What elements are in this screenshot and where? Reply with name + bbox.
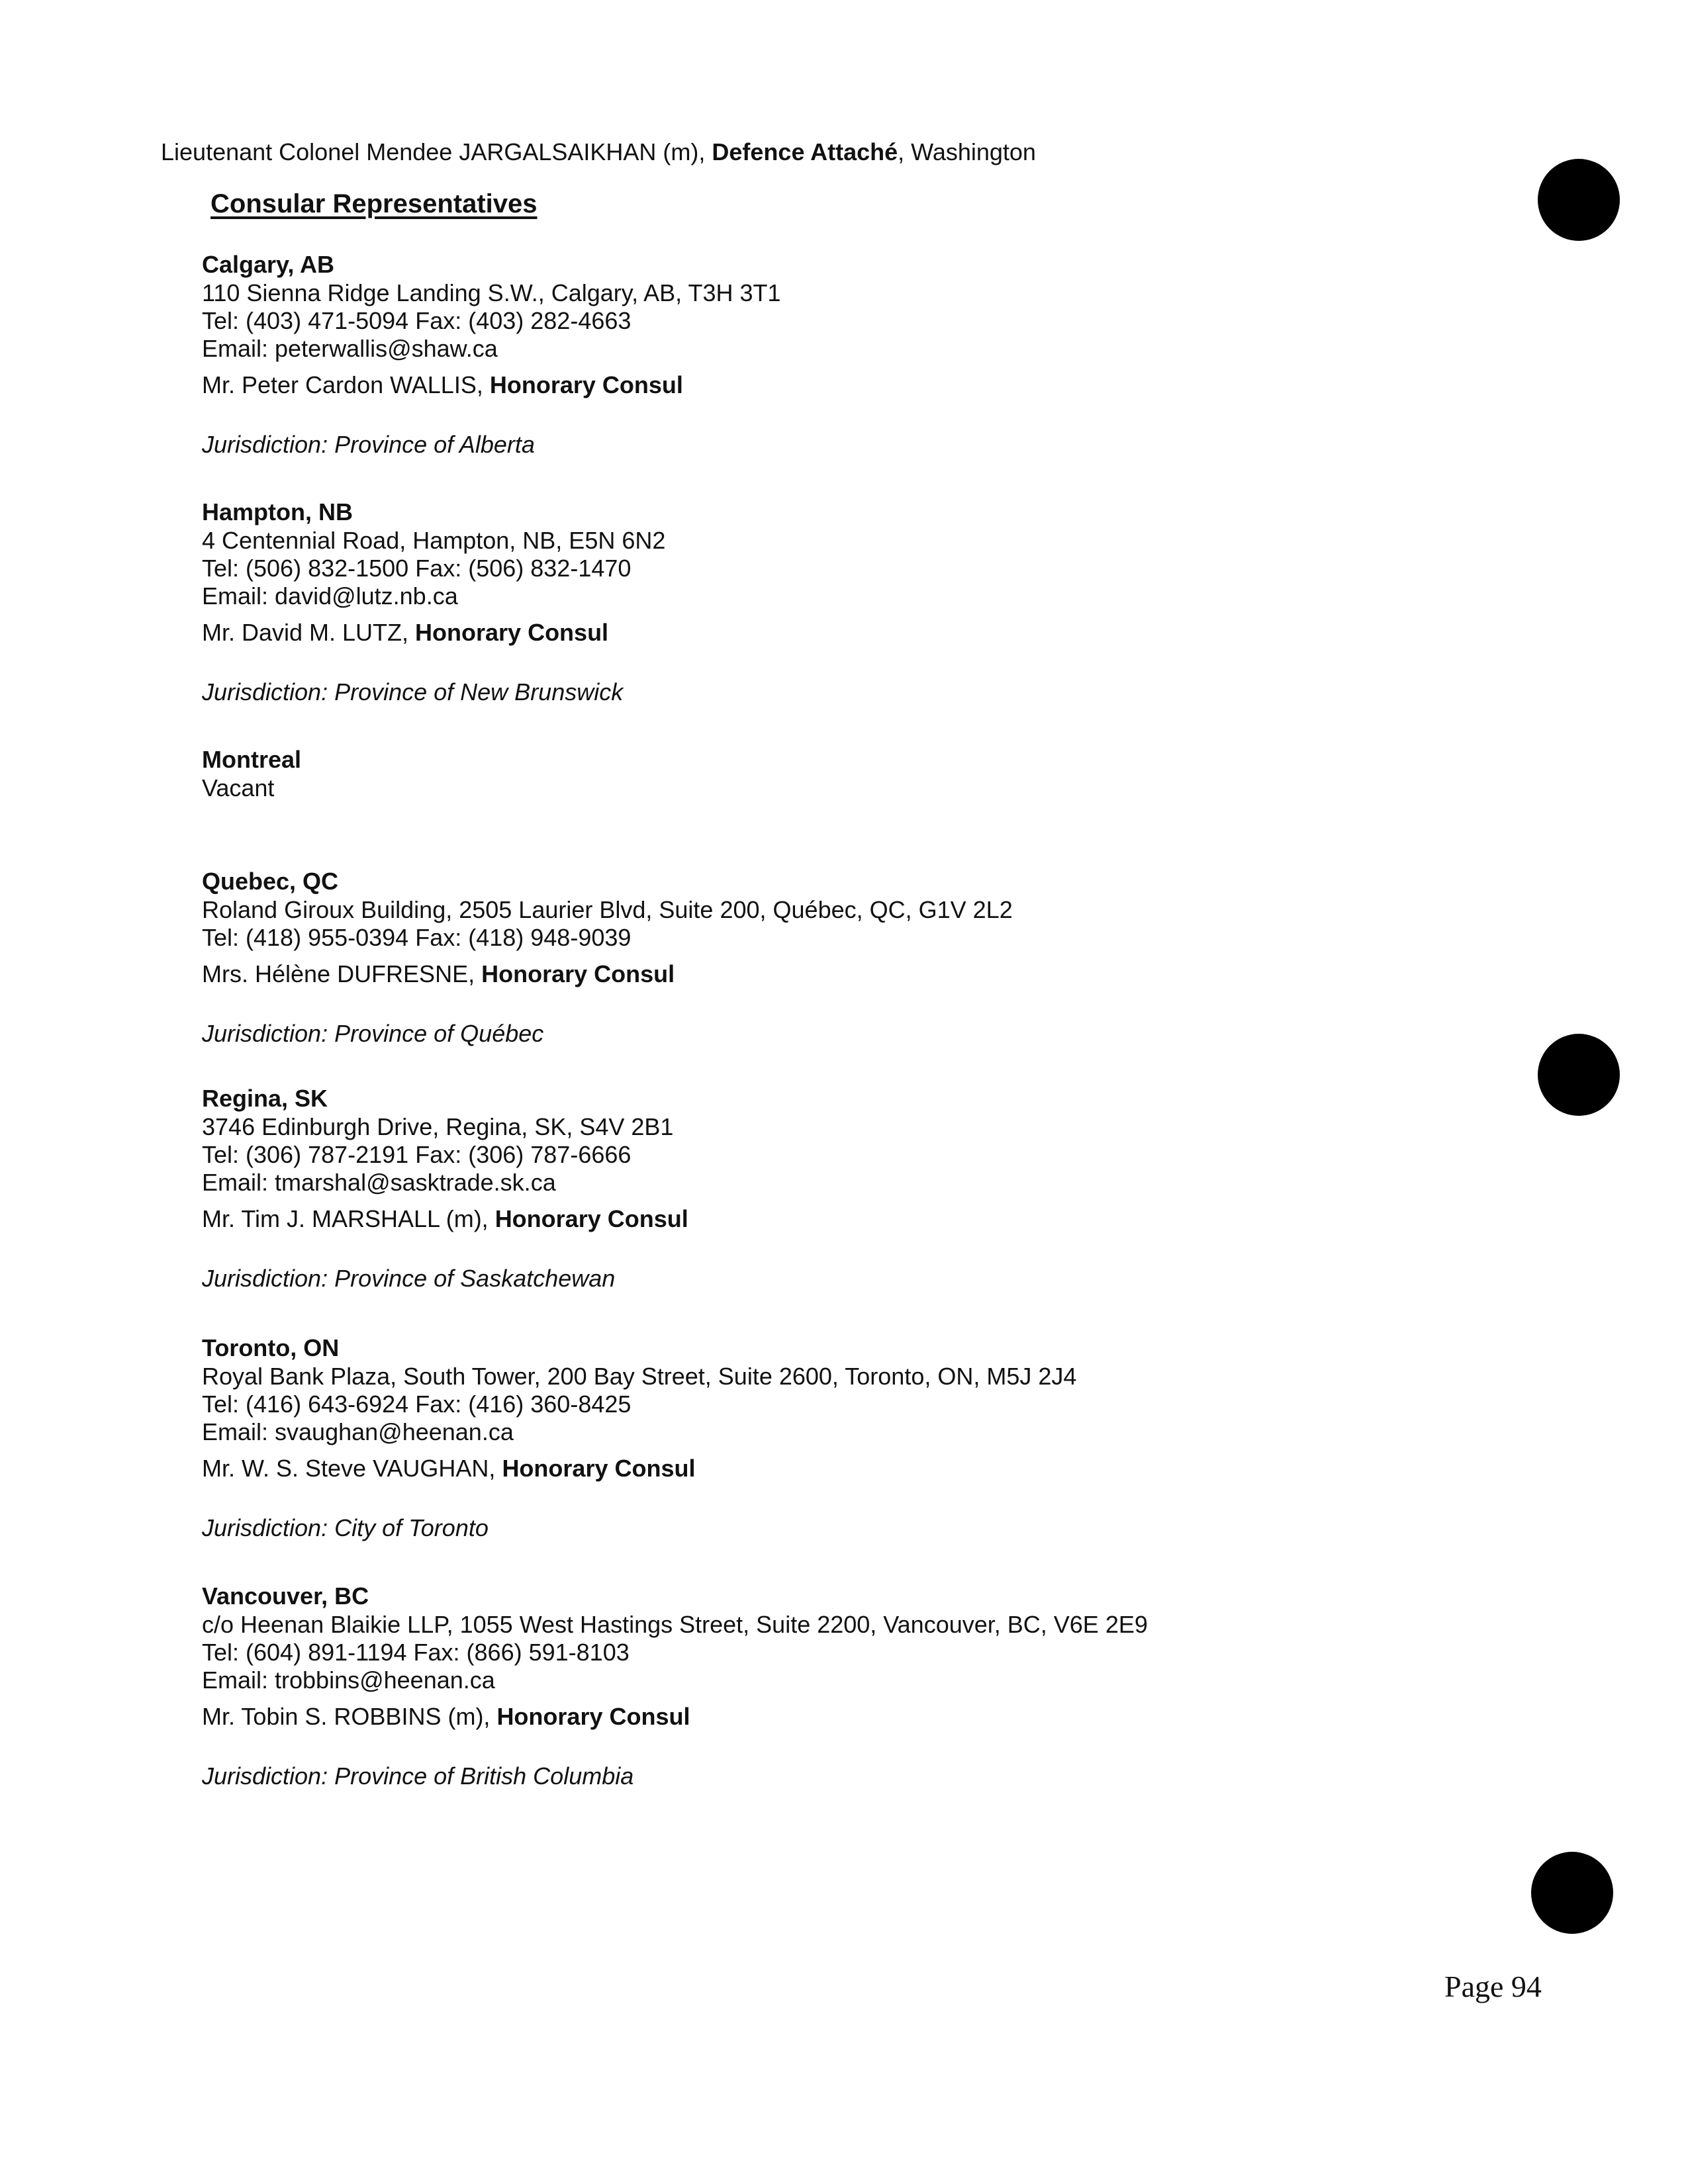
entry-jurisdiction: Jurisdiction: Province of New Brunswick	[202, 678, 624, 705]
entry-city: Calgary, AB	[202, 251, 335, 278]
person-role: Honorary Consul	[489, 371, 683, 398]
entry-email: Email: david@lutz.nb.ca	[202, 582, 458, 610]
entry-person	[202, 1205, 1526, 1234]
entry-email: Email: trobbins@heenan.ca	[202, 1666, 495, 1694]
entry-person	[202, 960, 1526, 989]
attache-location: , Washington	[898, 138, 1036, 165]
entry-phone: Tel: (506) 832-1500 Fax: (506) 832-1470	[202, 555, 632, 582]
entry-address: 3746 Edinburgh Drive, Regina, SK, S4V 2B1	[202, 1113, 674, 1140]
consul-entry-montreal	[202, 745, 1526, 802]
attache-title: Defence Attaché	[712, 138, 898, 165]
binder-hole-bottom	[1531, 1852, 1613, 1934]
section-title: Consular Representatives	[211, 189, 538, 218]
entry-city: Montreal	[202, 746, 302, 773]
entry-email: Email: peterwallis@shaw.ca	[202, 335, 498, 362]
consul-entry-regina	[202, 1084, 1526, 1293]
entry-person	[202, 1702, 1526, 1731]
entry-address: Royal Bank Plaza, South Tower, 200 Bay Street, Suite 2600, Toronto, ON, M5J 2J4	[202, 1363, 1077, 1390]
entry-status: Vacant	[202, 774, 275, 801]
person-role: Honorary Consul	[415, 619, 609, 646]
entry-address: 110 Sienna Ridge Landing S.W., Calgary, AB, T3H 3T1	[202, 279, 781, 306]
consul-entry-quebec	[202, 867, 1526, 1048]
entry-city: Regina, SK	[202, 1085, 328, 1112]
entry-city: Toronto, ON	[202, 1334, 340, 1361]
person-name: Mr. Peter Cardon WALLIS,	[202, 371, 490, 398]
entry-address: Roland Giroux Building, 2505 Laurier Blvd, Suite 200, Québec, QC, G1V 2L2	[202, 896, 1013, 923]
entry-phone: Tel: (306) 787-2191 Fax: (306) 787-6666	[202, 1141, 632, 1168]
entry-person	[202, 371, 1526, 400]
entry-phone: Tel: (604) 891-1194 Fax: (866) 591-8103	[202, 1639, 630, 1666]
consul-entry-hampton	[202, 498, 1526, 707]
entry-city: Quebec, QC	[202, 868, 339, 895]
entry-phone: Tel: (403) 471-5094 Fax: (403) 282-4663	[202, 307, 632, 334]
person-name: Mr. David M. LUTZ,	[202, 619, 416, 646]
person-role: Honorary Consul	[481, 960, 675, 987]
entry-city: Vancouver, BC	[202, 1582, 369, 1610]
binder-hole-top	[1538, 159, 1620, 241]
person-name: Mr. Tobin S. ROBBINS (m),	[202, 1703, 497, 1730]
defence-attache-line	[161, 138, 1036, 167]
entry-jurisdiction: Jurisdiction: Province of British Columbia	[202, 1762, 634, 1790]
attache-name: Lieutenant Colonel Mendee JARGALSAIKHAN (m),	[161, 138, 712, 165]
entry-address: 4 Centennial Road, Hampton, NB, E5N 6N2	[202, 527, 666, 554]
entry-email: Email: svaughan@heenan.ca	[202, 1418, 514, 1445]
entry-jurisdiction: Jurisdiction: Province of Québec	[202, 1020, 544, 1047]
entry-jurisdiction: Jurisdiction: Province of Saskatchewan	[202, 1265, 616, 1292]
entry-jurisdiction: Jurisdiction: City of Toronto	[202, 1514, 489, 1541]
entry-phone: Tel: (416) 643-6924 Fax: (416) 360-8425	[202, 1390, 632, 1418]
entry-city: Hampton, NB	[202, 498, 353, 525]
entry-person	[202, 1454, 1526, 1483]
page-number: Page 94	[1444, 1970, 1542, 2003]
entry-phone: Tel: (418) 955-0394 Fax: (418) 948-9039	[202, 924, 632, 951]
person-role: Honorary Consul	[496, 1703, 690, 1730]
person-name: Mr. W. S. Steve VAUGHAN,	[202, 1455, 502, 1482]
entry-jurisdiction: Jurisdiction: Province of Alberta	[202, 431, 535, 458]
person-name: Mrs. Hélène DUFRESNE,	[202, 960, 482, 987]
person-name: Mr. Tim J. MARSHALL (m),	[202, 1205, 495, 1232]
consul-entry-calgary	[202, 250, 1526, 459]
person-role: Honorary Consul	[502, 1455, 696, 1482]
entry-person	[202, 618, 1526, 647]
entry-email: Email: tmarshal@sasktrade.sk.ca	[202, 1169, 556, 1196]
consul-entry-toronto	[202, 1334, 1526, 1543]
binder-hole-middle	[1538, 1034, 1620, 1116]
consul-entry-vancouver	[202, 1582, 1526, 1791]
person-role: Honorary Consul	[494, 1205, 688, 1232]
entry-address: c/o Heenan Blaikie LLP, 1055 West Hastings Street, Suite 2200, Vancouver, BC, V6E 2E9	[202, 1611, 1148, 1638]
